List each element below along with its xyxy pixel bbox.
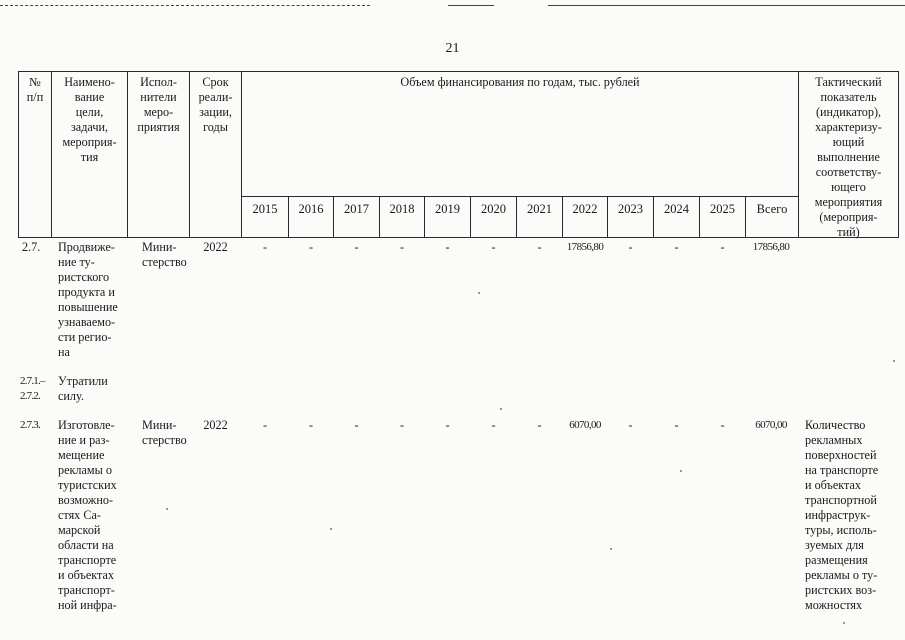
value-2023: - — [628, 240, 633, 254]
value-2017: - — [354, 240, 359, 254]
value-2020: - — [491, 240, 496, 254]
header-funding: Объем финансирования по годам, тыс. рублей — [400, 75, 640, 89]
year-2025: 2025 — [710, 202, 735, 216]
row-name: Утратили силу. — [58, 374, 108, 403]
value-2021: - — [537, 418, 542, 432]
row-name: Продвиже- ние ту- ристского продукта и повышение узнаваемо- сти регио- на — [58, 240, 118, 359]
row-executor: Мини- стерство — [142, 418, 187, 447]
year-2024: 2024 — [664, 202, 689, 216]
value-2022: 17856,80 — [566, 241, 604, 253]
year-2015: 2015 — [252, 202, 278, 216]
value-total: 17856,80 — [752, 241, 790, 253]
value-2019: - — [445, 418, 450, 432]
year-2017: 2017 — [344, 202, 369, 216]
row-number: 2.7.1.– 2.7.2. — [20, 375, 45, 402]
value-2022: 6070,00 — [569, 419, 601, 431]
value-2025: - — [720, 240, 725, 254]
top-rule — [548, 5, 905, 6]
year-2022: 2022 — [572, 202, 598, 216]
top-rule — [448, 5, 494, 6]
year-2020: 2020 — [481, 202, 506, 216]
value-2019: - — [445, 240, 450, 254]
row-name: Изготовле- ние и раз- мещение рекламы о туристских возможно- стях Са- марской области на транспорте и объектах транспорт- ной инфра- — [58, 418, 117, 612]
row-term: 2022 — [203, 418, 228, 432]
row-term: 2022 — [203, 240, 228, 254]
value-2016: - — [308, 418, 314, 432]
year-2019: 2019 — [435, 202, 460, 216]
year-total: Всего — [756, 202, 788, 216]
value-2020: - — [491, 418, 496, 432]
value-2025: - — [720, 418, 725, 432]
value-2017: - — [354, 418, 359, 432]
value-2015: - — [262, 240, 268, 254]
value-2018: - — [399, 418, 405, 432]
row-number: 2.7. — [22, 240, 41, 254]
row-number: 2.7.3. — [20, 419, 40, 431]
page-number: 21 — [445, 41, 460, 56]
value-2016: - — [308, 240, 314, 254]
value-2024: - — [674, 240, 679, 254]
top-rule — [0, 5, 370, 6]
value-2023: - — [628, 418, 633, 432]
value-2018: - — [399, 240, 405, 254]
header-num: № п/п — [26, 75, 44, 104]
row-executor: Мини- стерство — [142, 240, 187, 269]
year-2018: 2018 — [389, 202, 415, 216]
year-2016: 2016 — [298, 202, 324, 216]
header-executor: Испол- нители меро- приятия — [137, 75, 180, 134]
value-total: 6070,00 — [755, 419, 787, 431]
value-2024: - — [674, 418, 679, 432]
header-indicator: Тактический показатель (индикатор), характеризу- ющий выполнение соответству- ющего мероприятия (мероприя- тий) — [814, 75, 883, 239]
value-2021: - — [537, 240, 542, 254]
value-2015: - — [262, 418, 268, 432]
year-2021: 2021 — [527, 202, 552, 216]
header-name: Наимено- вание цели, задачи, мероприя- тия — [62, 75, 117, 164]
header-term: Срок реали- зации, годы — [198, 75, 233, 134]
year-2023: 2023 — [618, 202, 643, 216]
row-indicator: Количество рекламных поверхностей на транспорте и объектах транспортной инфраструк- туры, исполь- зуемых для размещения рекламы о ту- ристских воз- можностях — [805, 418, 879, 612]
